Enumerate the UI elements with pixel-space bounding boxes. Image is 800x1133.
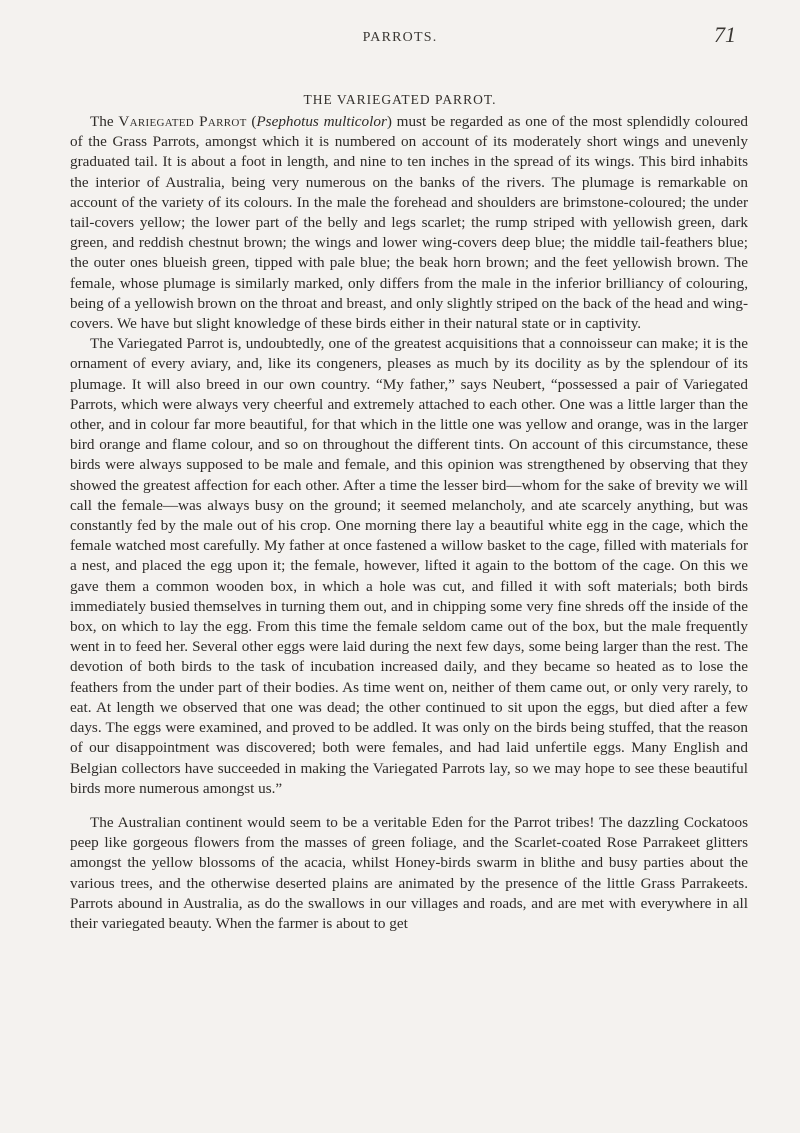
p1-rest: ) must be regarded as one of the most splendidly coloured of the Grass Parrots, amongst which it is numbered on account of its moderately short wings and unevenly graduated tail. It is about a foot in length, and nine to ten inches in the spread of its wings. This bird inhabits the interior of Australia, being very numerous on the banks of the rivers. The plumage is remarkable on account of the variety of its colours. In the male the forehead and shoulders are brimstone-coloured; the under tail-covers yellow; the lower part of the belly and legs scarlet; the rump striped with yellowish green, dark green, and reddish chestnut brown; the wings and lower wing-covers deep blue; the middle tail-feathers blue; the outer ones blueish green, tipped with pale blue; the beak horn brown; and the feet yellowish brown. The female, whose plumage is similarly marked, only differs from the male in the inferior brilliancy of colouring, being of a yellowish brown on the throat and breast, and only slightly striped on the back of the head and wing-covers. We have but slight knowledge of these birds either in their natural state or in captivity. — [70, 113, 748, 333]
latin-name: Psephotus multicolor — [256, 113, 387, 130]
section-title: THE VARIEGATED PARROT. — [303, 92, 497, 107]
article-body — [70, 112, 748, 934]
p1-lead: The — [90, 113, 119, 130]
p1-open: ( — [246, 113, 257, 130]
species-name: Variegated Parrot — [118, 113, 247, 130]
paragraph-1 — [70, 112, 748, 334]
running-head: PARROTS. — [362, 30, 438, 45]
paragraph-2: The Variegated Parrot is, undoubtedly, one of the greatest acquisitions that a connoisseur can make; it is the ornament of every aviary, and, like its congeners, pleases as much by its docility as by the splendour of its plumage. It will also breed in our own country. “My father,” says Neubert, “possessed a pair of Variegated Parrots, which were always very cheerful and extremely attached to each other. One was a little larger than the other, and in colour far more beautiful, for that which in the little one was yellow and orange, was in the larger bird orange and flame colour, and so on throughout the different tints. On account of this circumstance, these birds were always supposed to be male and female, and this opinion was strengthened by observing that they showed the greatest affection for each other. After a time the lesser bird—whom for the sake of brevity we will call the female—was always busy on the ground; it seemed melancholy, and ate scarcely anything, but was constantly fed by the male out of his crop. One morning there lay a beautiful white egg in the cage, which the female watched most carefully. My father at once fastened a willow basket to the cage, filled with materials for a nest, and placed the egg upon it; the female, however, lifted it again to the bottom of the cage. On this we gave them a common wooden box, in which a hole was cut, and filled it with soft materials; both birds immediately busied themselves in turning them out, and in chipping some very fine shreds off the inside of the box, on which to lay the egg. From this time the female seldom came out of the box, but the male frequently went in to feed her. Several other eggs were laid during the next few days, some being larger than the rest. The devotion of both birds to the task of incubation increased daily, and they became so heated as to lose the feathers from the under part of their bodies. As time went on, neither of them came out, or only very rarely, to eat. At length we observed that one was dead; the other continued to sit upon the eggs, but died after a few days. The eggs were examined, and proved to be addled. It was only on the birds being stuffed, that the reason of our disappointment was discovered; both were females, and had laid unfertile eggs. Many English and Belgian collectors have succeeded in making the Variegated Parrots lay, so we may hope to see these beautiful birds more numerous amongst us.” — [70, 335, 748, 797]
paragraph-3: The Australian continent would seem to be a veritable Eden for the Parrot tribes! The dazzling Cockatoos peep like gorgeous flowers from the masses of green foliage, and the Scarlet-coated Rose Parrakeet glitters amongst the yellow blossoms of the acacia, whilst Honey-birds swarm in blithe and busy parties about the various trees, and the otherwise deserted plains are animated by the presence of the little Grass Parrakeets. Parrots abound in Australia, as do the swallows in our villages and roads, and are met with everywhere in all their variegated beauty. When the farmer is about to get — [70, 813, 748, 932]
page-number: 71 — [714, 22, 736, 47]
